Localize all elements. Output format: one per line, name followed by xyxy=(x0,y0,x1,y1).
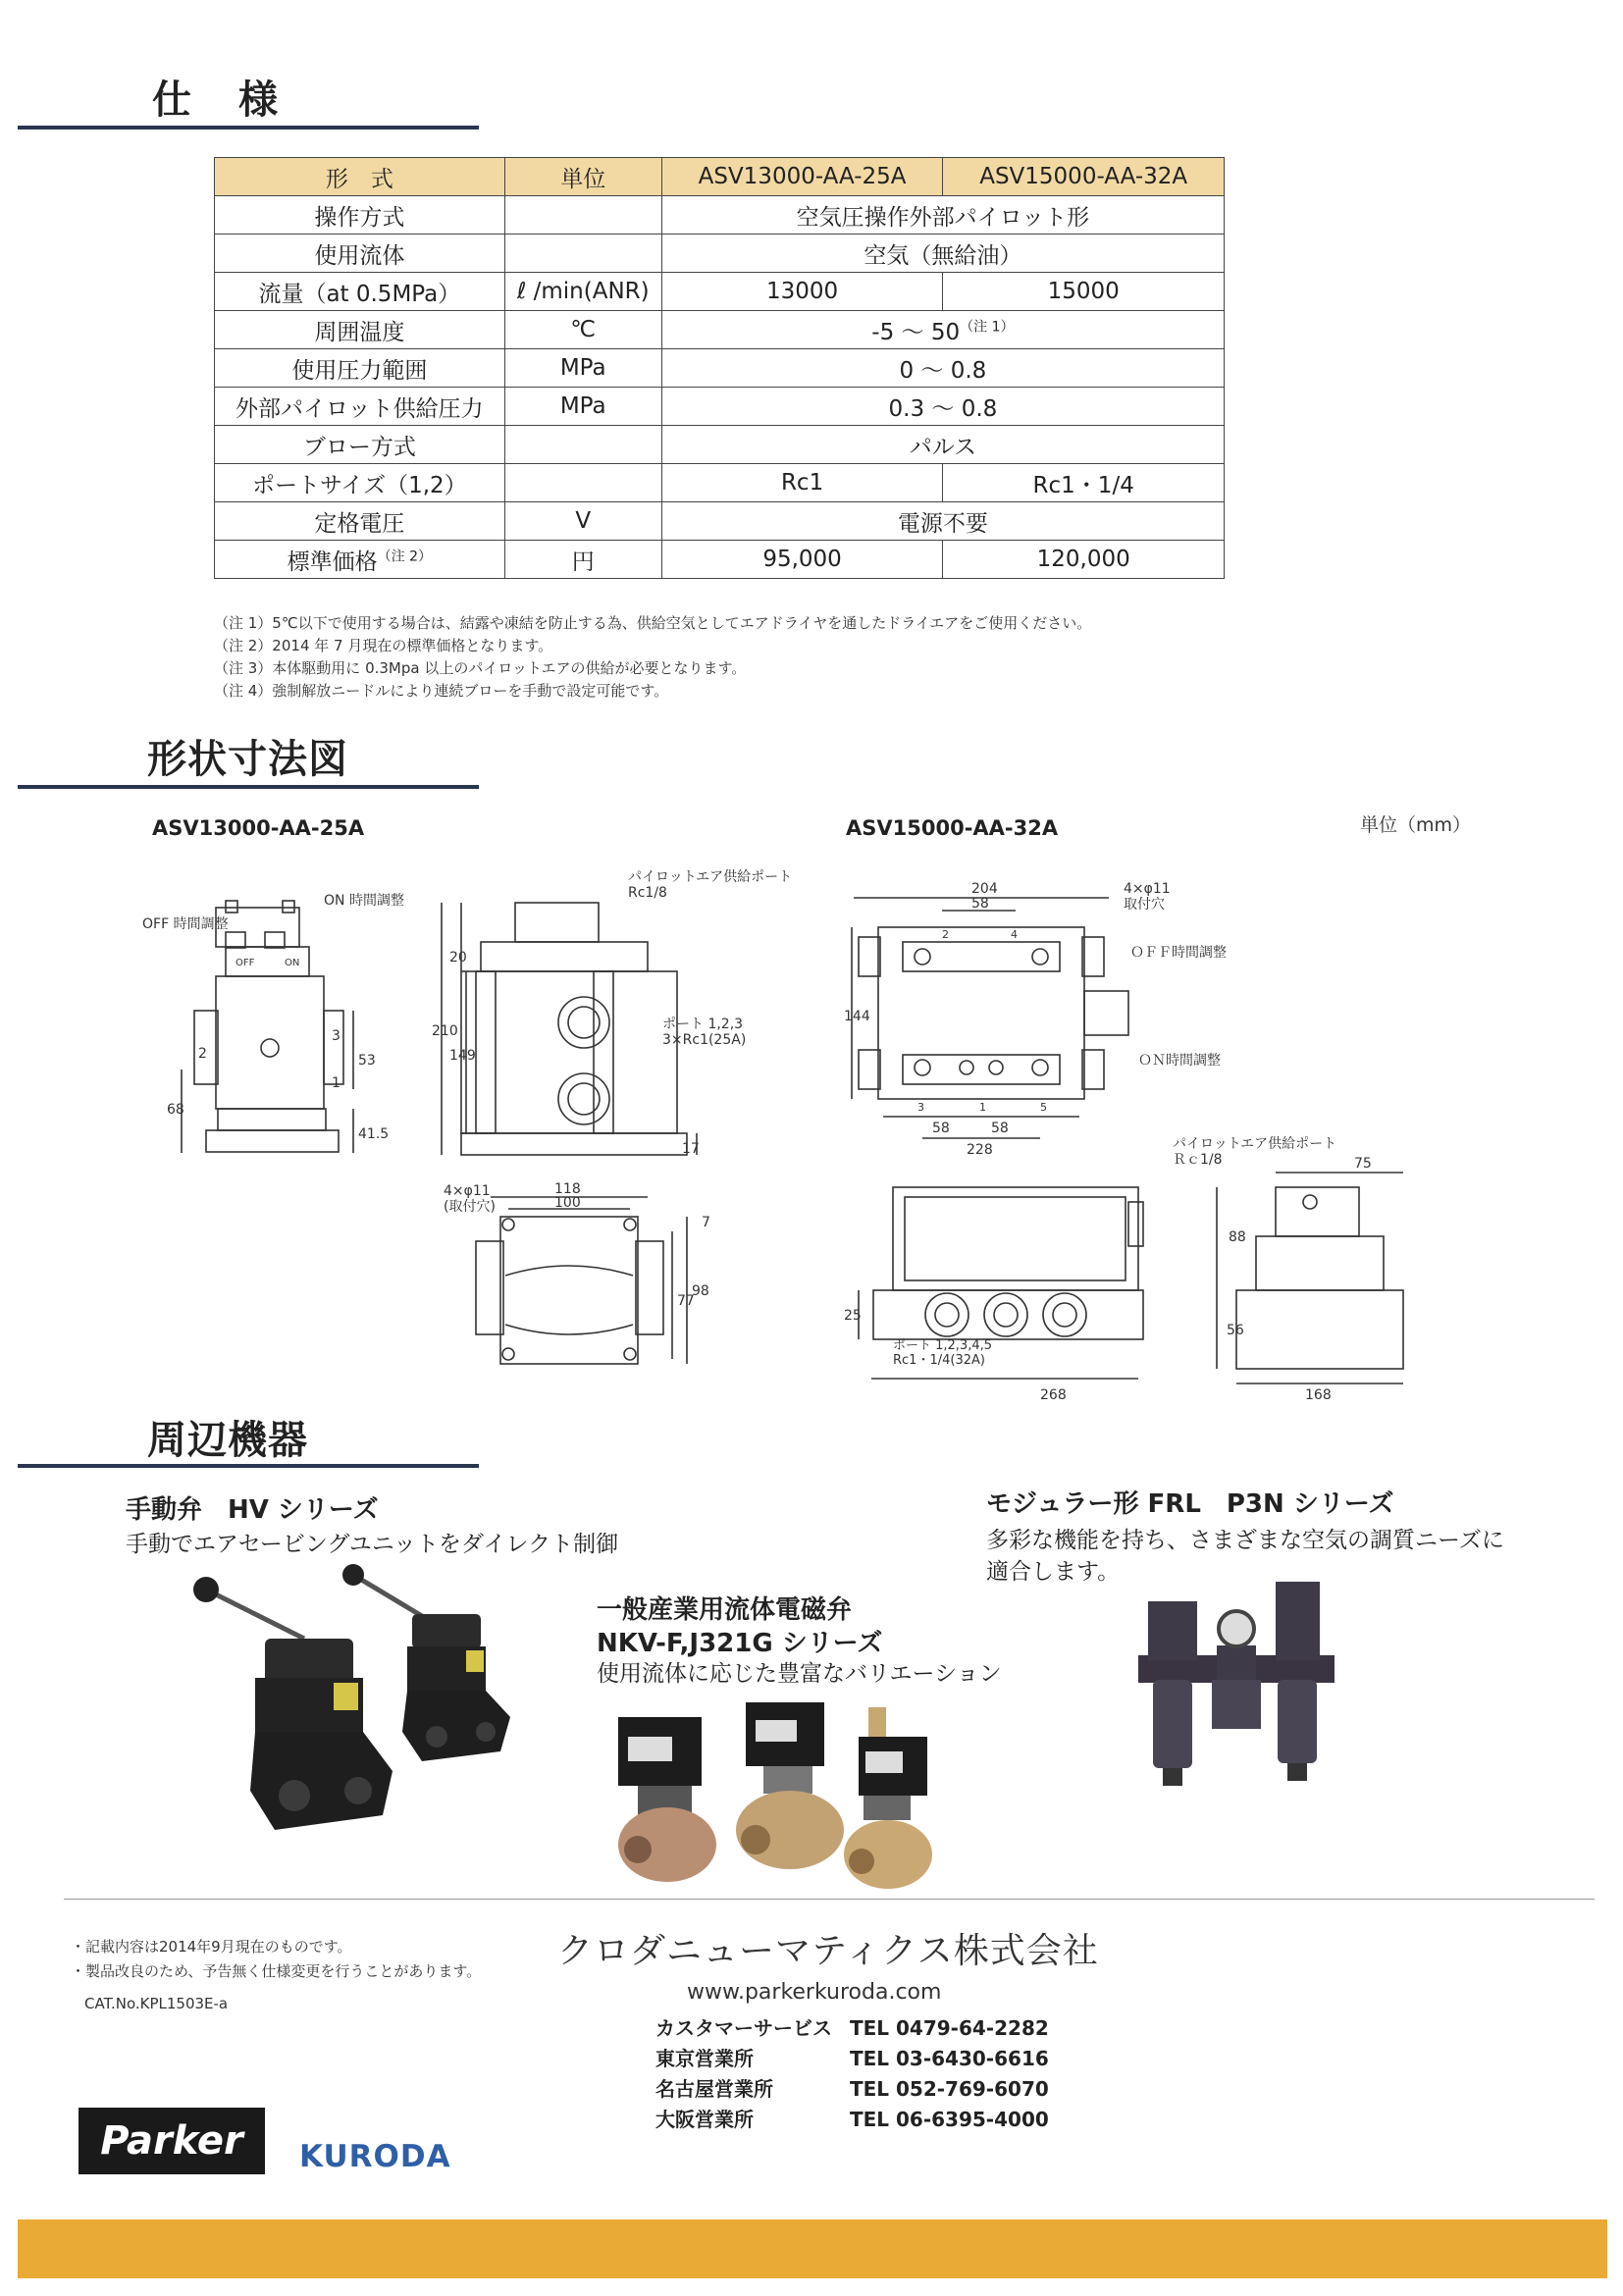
spec-row xyxy=(215,235,1225,273)
b-d268: 268 xyxy=(1040,1387,1067,1403)
drawing-asv15000 xyxy=(844,854,1472,1413)
a-port-1: 1 xyxy=(332,1075,340,1091)
a-pilot-rc: Rc1/8 xyxy=(628,885,667,901)
frl-unit-image xyxy=(1138,1582,1335,1807)
header-asv15000: ASV15000-AA-32A xyxy=(943,158,1225,196)
header-asv13000: ASV13000-AA-25A xyxy=(661,158,943,196)
a-d149: 149 xyxy=(449,1048,476,1064)
b-d58a: 58 xyxy=(932,1121,950,1136)
spec-row xyxy=(215,388,1225,426)
header-unit: 単位 xyxy=(504,158,661,196)
spec-row-label: 標準価格$^{(注 2)}$ xyxy=(215,541,505,579)
nkv-valve-2 xyxy=(736,1702,844,1869)
drawing-a-lines xyxy=(182,901,697,1364)
drawing-b-text xyxy=(844,881,1372,1403)
spec-row-label: 操作方式 xyxy=(215,196,505,235)
spec-table-header-row xyxy=(215,158,1225,196)
a-d20: 20 xyxy=(449,950,467,965)
a-holes-label: 4×φ11 xyxy=(444,1183,491,1199)
contact-row xyxy=(655,2044,1049,2074)
footer-catno: CAT.No.KPL1503E-a xyxy=(84,1995,229,2012)
contact-list xyxy=(655,2013,1049,2135)
parker-logo: Parker xyxy=(79,2108,265,2174)
drawing-a-text xyxy=(142,869,792,1309)
a-d98: 98 xyxy=(692,1283,709,1299)
footer-rule xyxy=(64,1899,1595,1900)
spec-row-value: -5 ～ $50^{(注 1)}$ xyxy=(661,311,1224,349)
b-d25: 25 xyxy=(844,1308,862,1324)
b-port-4: 4 xyxy=(1011,928,1018,941)
a-d68: 68 xyxy=(167,1102,184,1118)
spec-section-rule xyxy=(18,126,479,130)
footer-band xyxy=(18,2219,1607,2278)
spec-row-label: 外部パイロット供給圧力 xyxy=(215,388,505,426)
footer-note-1: ・記載内容は2014年9月現在のものです。 xyxy=(71,1938,352,1956)
hv-valve-left xyxy=(193,1577,393,1830)
spec-note-2: （注 2）2014 年 7 月現在の標準価格となります。 xyxy=(214,637,553,654)
spec-row-unit: MPa xyxy=(504,349,661,388)
frl-title: モジュラー形 FRL P3N シリーズ xyxy=(986,1489,1394,1519)
spec-row-value-v1: 13000 xyxy=(661,273,943,311)
spec-row xyxy=(215,502,1225,541)
b-d228: 228 xyxy=(967,1142,993,1158)
dims-section-title: 形状寸法図 xyxy=(147,737,348,782)
spec-row xyxy=(215,464,1225,502)
spec-row-unit: ℃ xyxy=(504,311,661,349)
model-a-label: ASV13000-AA-25A xyxy=(152,816,365,840)
spec-row-value: パルス xyxy=(661,426,1224,464)
company-url[interactable]: www.parkerkuroda.com xyxy=(687,1980,942,2005)
spec-row-label: 使用圧力範囲 xyxy=(215,349,505,388)
b-d58b: 58 xyxy=(991,1121,1009,1136)
contact-name: 名古屋営業所 xyxy=(655,2077,773,2101)
contact-name: カスタマーサービス xyxy=(655,2016,832,2040)
contact-name: 東京営業所 xyxy=(655,2047,754,2070)
b-port-label: ポート 1,2,3,4,5 xyxy=(893,1338,993,1353)
spec-row-label: 定格電圧 xyxy=(215,502,505,541)
contact-tel[interactable]: TEL 03-6430-6616 xyxy=(850,2047,1049,2070)
b-on-label: ＯＮ時間調整 xyxy=(1138,1053,1221,1069)
spec-row xyxy=(215,426,1225,464)
contact-row xyxy=(655,2074,1049,2105)
nkv-title-1: 一般産業用流体電磁弁 xyxy=(597,1595,853,1625)
b-d56: 56 xyxy=(1227,1323,1244,1338)
nkv-valve-3 xyxy=(844,1707,932,1889)
b-port-2: 2 xyxy=(942,928,949,941)
frl-unit xyxy=(1138,1582,1335,1786)
b-d88: 88 xyxy=(1229,1229,1246,1245)
spec-row xyxy=(215,349,1225,388)
kuroda-logo: KURODA xyxy=(299,2139,451,2174)
dims-unit-label: 単位（mm） xyxy=(1360,814,1472,836)
a-d118: 118 xyxy=(554,1181,581,1197)
hv-valve-right xyxy=(342,1564,510,1761)
spec-row xyxy=(215,196,1225,235)
a-d77: 77 xyxy=(677,1293,695,1309)
b-d204: 204 xyxy=(971,881,998,897)
footer-note-2: ・製品改良のため、予告無く仕様変更を行うことがあります。 xyxy=(71,1962,482,1980)
spec-row-value: 空気圧操作外部パイロット形 xyxy=(661,196,1224,235)
contact-tel[interactable]: TEL 06-6395-4000 xyxy=(850,2108,1049,2131)
b-port-1: 1 xyxy=(979,1101,986,1114)
spec-row-unit: V xyxy=(504,502,661,541)
spec-note-4: （注 4）強制解放ニードルにより連続ブローを手動で設定可能です。 xyxy=(214,682,669,700)
b-d75: 75 xyxy=(1354,1156,1372,1172)
b-d168: 168 xyxy=(1305,1387,1332,1403)
drawing-asv13000 xyxy=(137,863,793,1393)
b-pilot-label: パイロットエア供給ポート xyxy=(1173,1136,1337,1152)
spec-row xyxy=(215,541,1225,579)
nkv-valve-1 xyxy=(618,1717,716,1882)
b-d58t: 58 xyxy=(971,896,989,912)
spec-row-value-v2: 15000 xyxy=(943,273,1225,311)
spec-row-value: 0 ～ 0.8 xyxy=(661,349,1224,388)
spec-row-unit xyxy=(504,426,661,464)
a-on-small: ON xyxy=(285,958,300,968)
a-d53: 53 xyxy=(358,1053,376,1069)
spec-note-3: （注 3）本体駆動用に 0.3Mpa 以上のパイロットエアの供給が必要となります。 xyxy=(214,659,747,677)
contact-row xyxy=(655,2013,1049,2044)
spec-table xyxy=(214,157,1225,579)
contact-name: 大阪営業所 xyxy=(655,2108,754,2131)
frl-desc-2: 適合します。 xyxy=(986,1559,1121,1585)
a-pilot-label: パイロットエア供給ポート xyxy=(628,869,793,885)
b-holes-sub: 取付穴 xyxy=(1124,897,1165,913)
a-port-label: ポート 1,2,3 xyxy=(662,1017,744,1032)
peripherals-section-title: 周辺機器 xyxy=(147,1418,308,1463)
spec-row xyxy=(215,311,1225,349)
spec-row-unit: ℓ /min(ANR) xyxy=(504,273,661,311)
a-off-label: OFF 時間調整 xyxy=(142,916,229,932)
spec-note-1: （注 1）5℃以下で使用する場合は、結露や凍結を防止する為、供給空気としてエアドライヤを通したドライエアをご使用ください。 xyxy=(214,614,1092,632)
a-on-label: ON 時間調整 xyxy=(324,893,404,909)
spec-row-value: 空気（無給油） xyxy=(661,235,1224,273)
spec-row-unit: 円 xyxy=(504,541,661,579)
b-port-3: 3 xyxy=(917,1101,924,1114)
b-holes-label: 4×φ11 xyxy=(1124,881,1171,897)
spec-row-label: 使用流体 xyxy=(215,235,505,273)
frl-desc-1: 多彩な機能を持ち、さまざまな空気の調質ニーズに xyxy=(986,1528,1504,1553)
spec-row-unit xyxy=(504,464,661,502)
spec-row-value-v1: 95,000 xyxy=(661,541,943,579)
a-d41: 41.5 xyxy=(358,1126,390,1142)
nkv-title-2: NKV-F,J321G シリーズ xyxy=(597,1629,883,1658)
spec-row-label: ブロー方式 xyxy=(215,426,505,464)
hv-desc: 手動でエアセービングユニットをダイレクト制御 xyxy=(126,1532,619,1557)
model-b-label: ASV15000-AA-32A xyxy=(846,816,1059,840)
b-d144: 144 xyxy=(844,1009,870,1024)
a-port-2: 2 xyxy=(198,1046,207,1062)
spec-row-value-v2: 120,000 xyxy=(943,541,1225,579)
a-holes-sub: (取付穴) xyxy=(444,1199,496,1215)
b-port-5: 5 xyxy=(1040,1101,1047,1114)
spec-row-label: ポートサイズ（1,2） xyxy=(215,464,505,502)
company-name: クロダニューマティクス株式会社 xyxy=(557,1931,1099,1971)
b-port-rc: Rc1・1/4(32A) xyxy=(893,1353,985,1368)
spec-row-unit xyxy=(504,235,661,273)
spec-row-value-v1: Rc1 xyxy=(661,464,943,502)
contact-row xyxy=(655,2105,1049,2135)
a-off-small: OFF xyxy=(236,958,255,968)
b-off-label: ＯＦＦ時間調整 xyxy=(1130,945,1227,961)
a-port-rc: 3×Rc1(25A) xyxy=(662,1032,747,1048)
nkv-valve-image xyxy=(608,1693,971,1918)
peripherals-section-rule xyxy=(18,1464,479,1468)
spec-row-label: 流量（at 0.5MPa） xyxy=(215,273,505,311)
hv-title: 手動弁 HV シリーズ xyxy=(126,1495,379,1525)
spec-row-label: 周囲温度 xyxy=(215,311,505,349)
spec-row-value-v2: Rc1・1/4 xyxy=(943,464,1225,502)
spec-row-value: 0.3 ～ 0.8 xyxy=(661,388,1224,426)
contact-tel[interactable]: TEL 052-769-6070 xyxy=(850,2077,1049,2101)
header-model: 形 式 xyxy=(215,158,505,196)
contact-tel[interactable]: TEL 0479-64-2282 xyxy=(850,2016,1049,2040)
a-d17: 17 xyxy=(682,1141,700,1157)
a-port-3: 3 xyxy=(332,1028,340,1044)
dims-section-rule xyxy=(18,785,479,789)
b-pilot-rc: Ｒｃ1/8 xyxy=(1173,1152,1223,1168)
spec-row xyxy=(215,273,1225,311)
spec-row-unit xyxy=(504,196,661,235)
spec-row-unit: MPa xyxy=(504,388,661,426)
a-d100: 100 xyxy=(554,1195,581,1211)
spec-section-title: 仕 様 xyxy=(152,78,282,123)
a-d7: 7 xyxy=(702,1215,710,1230)
hv-valve-image xyxy=(186,1570,530,1943)
spec-notes xyxy=(214,612,1091,703)
nkv-desc: 使用流体に応じた豊富なバリエーション xyxy=(597,1661,1002,1687)
a-d210: 210 xyxy=(432,1023,458,1039)
spec-row-value: 電源不要 xyxy=(661,502,1224,541)
